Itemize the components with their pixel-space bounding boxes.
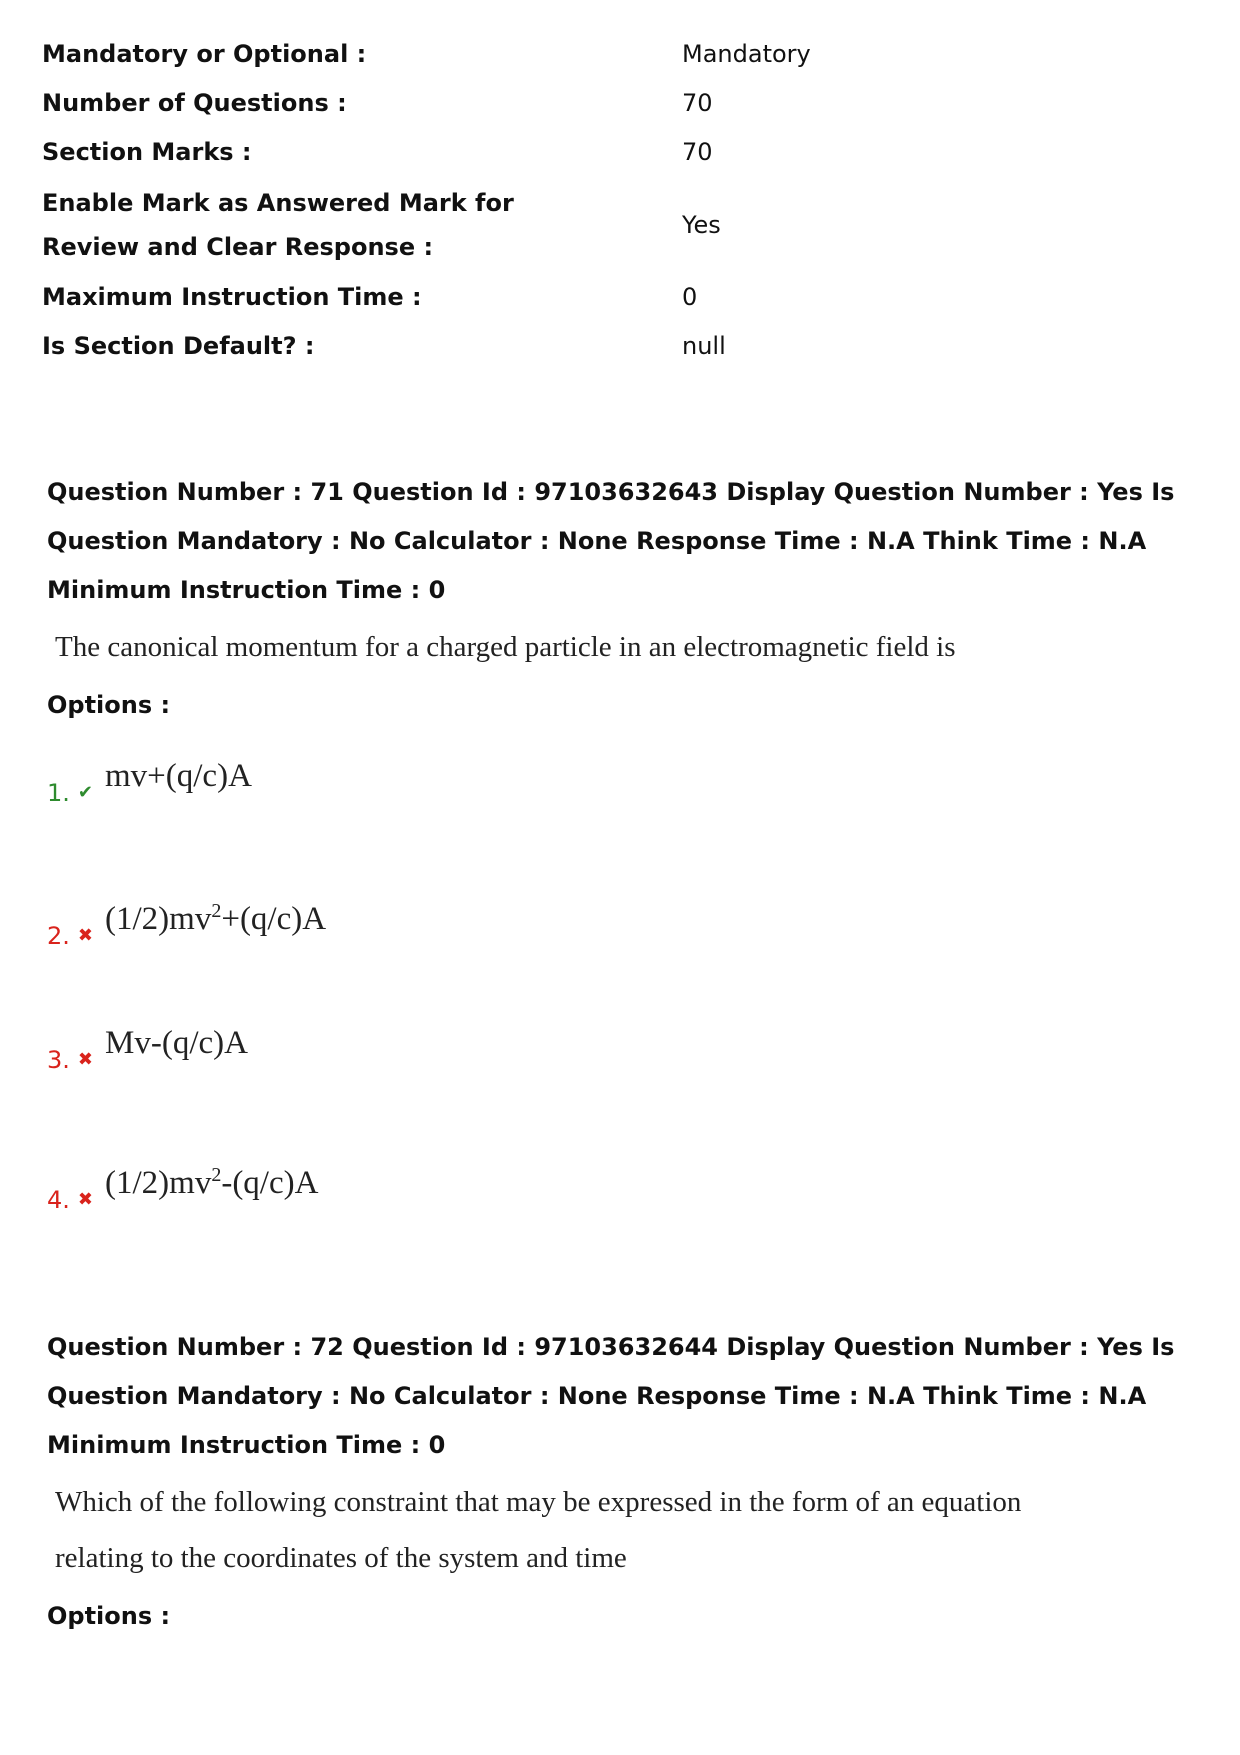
formula-exponent: 2 bbox=[211, 1164, 222, 1186]
info-value: Yes bbox=[682, 210, 721, 239]
formula-part: (1/2)mv bbox=[105, 1165, 212, 1201]
info-row-section-marks bbox=[42, 128, 1192, 177]
option-number: 4. bbox=[47, 1186, 70, 1214]
cross-icon: ✖ bbox=[77, 1189, 93, 1210]
option-2[interactable] bbox=[47, 900, 327, 951]
option-number: 3. bbox=[47, 1046, 70, 1074]
option-3[interactable] bbox=[47, 1025, 248, 1075]
option-formula bbox=[105, 1155, 318, 1203]
info-label: Section Marks : bbox=[42, 138, 252, 166]
question-text-line-1: Which of the following constraint that may be expressed in the form of an equation bbox=[55, 1486, 1022, 1518]
info-value: null bbox=[682, 332, 726, 360]
formula-part: -(q/c)A bbox=[221, 1165, 319, 1201]
info-row-section-default bbox=[42, 322, 1192, 371]
formula-exponent: 2 bbox=[211, 900, 222, 922]
info-label: Is Section Default? : bbox=[42, 332, 315, 360]
options-label: Options : bbox=[47, 1602, 171, 1630]
option-1[interactable] bbox=[47, 758, 252, 808]
info-label: Maximum Instruction Time : bbox=[42, 283, 422, 311]
info-value: 70 bbox=[682, 89, 713, 117]
info-label: Mandatory or Optional : bbox=[42, 40, 367, 68]
option-number: 1. bbox=[47, 779, 70, 807]
option-formula: mv+(q/c)A bbox=[105, 758, 252, 794]
info-label: Number of Questions : bbox=[42, 89, 347, 117]
question-header: Question Number : 71 Question Id : 97103632643 Display Question Number : Yes Is Question Mandatory : No Calculator : None Response Time : N.A Think Time : N.A Minimum Instruction Time : 0 bbox=[47, 478, 1175, 604]
check-icon: ✔ bbox=[77, 782, 93, 803]
question-text-line-2: relating to the coordinates of the system and time bbox=[55, 1542, 627, 1574]
info-value: 0 bbox=[682, 283, 698, 311]
options-label: Options : bbox=[47, 691, 171, 719]
section-info-table bbox=[42, 30, 1192, 371]
option-4[interactable] bbox=[47, 1164, 319, 1215]
option-formula: Mv-(q/c)A bbox=[105, 1025, 248, 1061]
info-row-num-questions bbox=[42, 79, 1192, 128]
info-row-max-instruction-time bbox=[42, 273, 1192, 322]
cross-icon: ✖ bbox=[77, 925, 93, 946]
cross-icon: ✖ bbox=[77, 1049, 93, 1070]
option-number: 2. bbox=[47, 922, 70, 950]
formula-part: +(q/c)A bbox=[221, 901, 327, 937]
option-formula bbox=[105, 891, 326, 939]
info-value: 70 bbox=[682, 138, 713, 166]
info-row-enable-mark bbox=[42, 177, 1192, 273]
question-72 bbox=[47, 1323, 1207, 1641]
question-header: Question Number : 72 Question Id : 97103632644 Display Question Number : Yes Is Question Mandatory : No Calculator : None Response Time : N.A Think Time : N.A Minimum Instruction Time : 0 bbox=[47, 1333, 1175, 1459]
question-text: The canonical momentum for a charged particle in an electromagnetic field is bbox=[55, 631, 956, 663]
info-row-mandatory bbox=[42, 30, 1192, 79]
formula-part: (1/2)mv bbox=[105, 901, 212, 937]
info-value: Mandatory bbox=[682, 40, 811, 68]
info-label: Enable Mark as Answered Mark for Review and Clear Response : bbox=[42, 189, 514, 261]
question-71 bbox=[47, 468, 1207, 1214]
